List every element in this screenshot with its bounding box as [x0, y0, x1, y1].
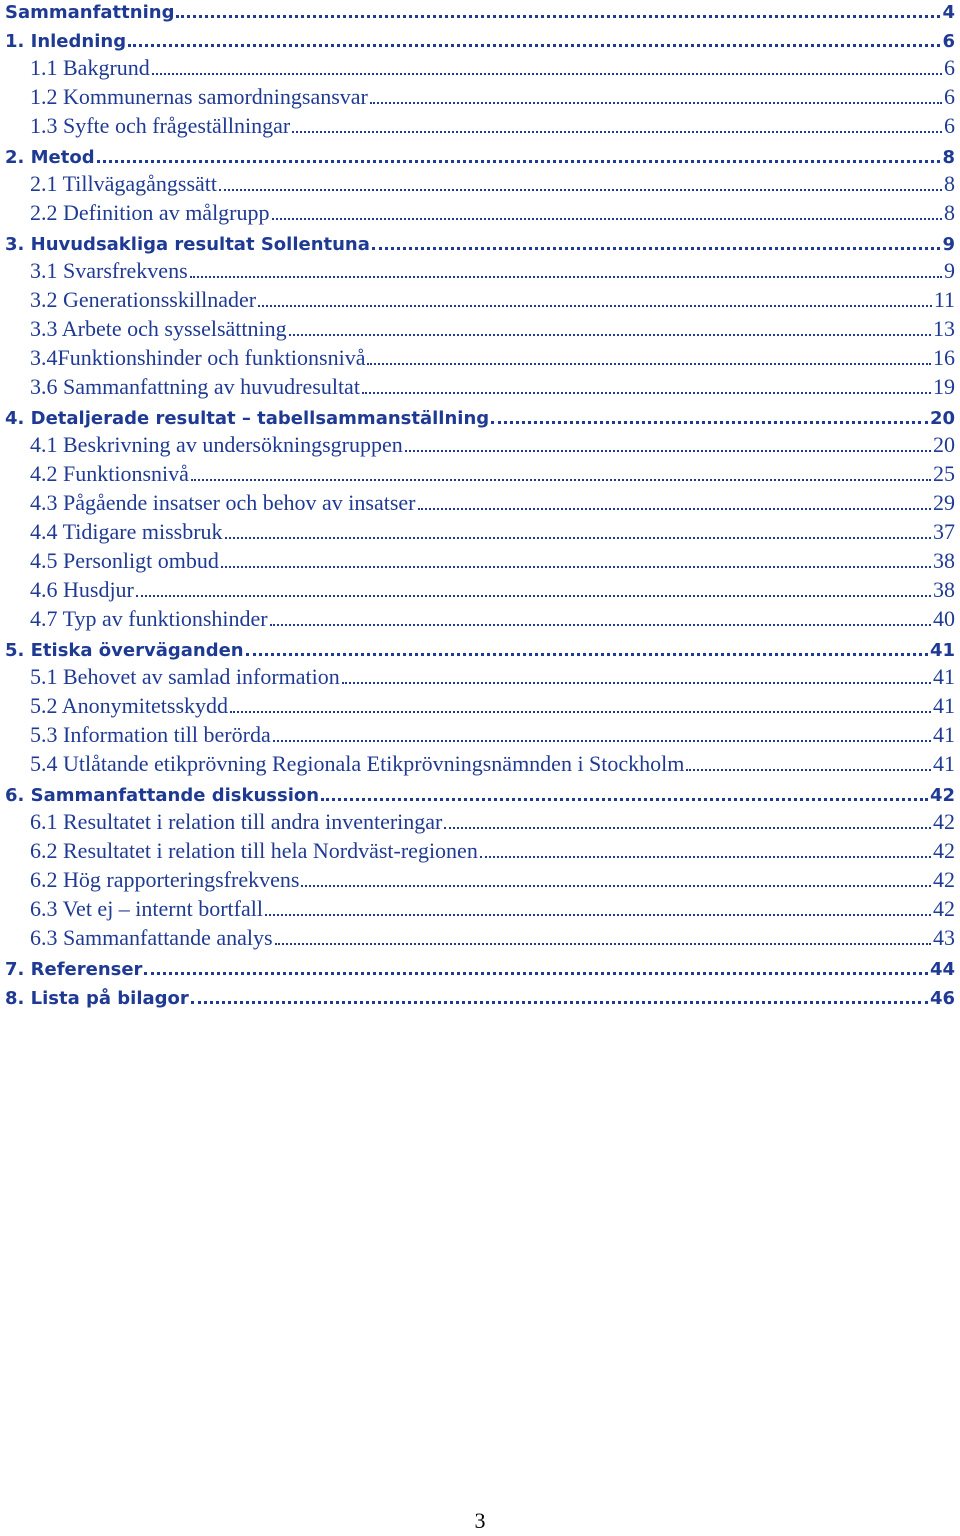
toc-entry[interactable]: [0, 0, 955, 25]
toc-dot-leader: [176, 15, 940, 18]
toc-entry-label: 5.1 Behovet av samlad information: [30, 664, 340, 689]
toc-entry-page: 29: [933, 490, 955, 515]
toc-dot-leader: [418, 508, 932, 510]
toc-entry-label: 6. Sammanfattande diskussion: [5, 785, 320, 806]
toc-entry-page: 43: [933, 925, 955, 950]
toc-entry[interactable]: [0, 634, 955, 663]
toc-dot-leader: [444, 827, 931, 829]
toc-entry-label: 6.2 Hög rapporteringsfrekvens: [30, 867, 300, 892]
toc-entry-page: 6: [944, 55, 955, 80]
toc-entry-label: 4.7 Typ av funktionshinder: [30, 606, 268, 631]
toc-entry-label: 1.3 Syfte och frågeställningar: [30, 113, 291, 138]
toc-dot-leader: [292, 131, 942, 133]
toc-dot-leader: [362, 392, 931, 394]
toc-entry[interactable]: [0, 576, 955, 605]
toc-entry[interactable]: [0, 170, 955, 199]
toc-entry[interactable]: [0, 25, 955, 54]
toc-entry-label: 6.3 Sammanfattande analys: [30, 925, 273, 950]
toc-entry[interactable]: [0, 489, 955, 518]
toc-dot-leader: [219, 189, 942, 191]
toc-entry-page: 20: [933, 432, 955, 457]
toc-entry-label: 4.6 Husdjur: [30, 577, 134, 602]
toc-entry-page: 20: [929, 408, 955, 429]
toc-entry-page: 42: [933, 896, 955, 921]
toc-entry-page: 9: [944, 258, 955, 283]
toc-entry-label: 3. Huvudsakliga resultat Sollentuna: [5, 234, 370, 255]
toc-entry-page: 41: [929, 640, 955, 661]
toc-entry-page: 46: [929, 988, 955, 1009]
toc-entry[interactable]: [0, 692, 955, 721]
toc-entry-page: 41: [933, 664, 955, 689]
toc-entry-label: 4.2 Funktionsnivå: [30, 461, 189, 486]
toc-dot-leader: [301, 885, 931, 887]
toc-entry-page: 11: [933, 287, 955, 312]
toc-dot-leader: [152, 73, 942, 75]
toc-entry-page: 42: [933, 809, 955, 834]
toc-entry-label: 2.2 Definition av målgrupp: [30, 200, 270, 225]
toc-entry-page: 4: [942, 2, 955, 23]
toc-entry-page: 42: [929, 785, 955, 806]
toc-entry[interactable]: [0, 257, 955, 286]
toc-dot-leader: [370, 102, 942, 104]
page-number: 3: [474, 1508, 486, 1533]
toc-entry[interactable]: [0, 837, 955, 866]
toc-dot-leader: [191, 1001, 928, 1004]
toc-dot-leader: [221, 566, 931, 568]
toc-entry[interactable]: [0, 431, 955, 460]
toc-entry-label: 1.2 Kommunernas samordningsansvar: [30, 84, 368, 109]
toc-entry-label: 6.1 Resultatet i relation till andra inventeringar: [30, 809, 443, 834]
toc-entry-label: 4.4 Tidigare missbruk: [30, 519, 223, 544]
toc-entry-label: 3.3 Arbete och sysselsättning: [30, 316, 287, 341]
toc-entry-page: 8: [944, 200, 955, 225]
toc-entry[interactable]: [0, 199, 955, 228]
toc-entry-label: 2. Metod: [5, 147, 95, 168]
toc-entry-page: 6: [942, 31, 955, 52]
toc-entry-page: 6: [944, 84, 955, 109]
toc-dot-leader: [372, 247, 941, 250]
toc-entry-page: 40: [933, 606, 955, 631]
toc-entry[interactable]: [0, 721, 955, 750]
toc-dot-leader: [321, 798, 928, 801]
toc-dot-leader: [491, 421, 928, 424]
toc-dot-leader: [289, 334, 931, 336]
toc-entry-page: 41: [933, 751, 955, 776]
toc-entry-page: 42: [933, 838, 955, 863]
toc-entry-page: 16: [933, 345, 955, 370]
toc-entry[interactable]: [0, 54, 955, 83]
toc-entry-page: 38: [933, 548, 955, 573]
toc-entry[interactable]: [0, 547, 955, 576]
toc-entry-label: 3.2 Generationsskillnader: [30, 287, 257, 312]
toc-entry-label: 4.1 Beskrivning av undersökningsgruppen: [30, 432, 403, 457]
toc-entry-label: 8. Lista på bilagor: [5, 988, 189, 1009]
toc-entry-label: 4.3 Pågående insatser och behov av insatser: [30, 490, 416, 515]
toc-entry-page: 38: [933, 577, 955, 602]
toc-entry-page: 37: [933, 519, 955, 544]
toc-entry[interactable]: [0, 808, 955, 837]
toc-entry-page: 44: [929, 959, 955, 980]
toc-entry-page: 25: [933, 461, 955, 486]
toc-entry[interactable]: [0, 83, 955, 112]
toc-entry[interactable]: [0, 895, 955, 924]
toc-entry-label: 7. Referenser: [5, 959, 143, 980]
toc-entry[interactable]: [0, 953, 955, 982]
toc-entry-page: 42: [933, 867, 955, 892]
toc-dot-leader: [230, 711, 931, 713]
toc-dot-leader: [191, 479, 931, 481]
toc-entry-label: 5.2 Anonymitetsskydd: [30, 693, 229, 718]
toc-entry[interactable]: [0, 373, 955, 402]
toc-entry-page: 41: [933, 693, 955, 718]
toc-entry[interactable]: [0, 982, 955, 1011]
toc-entry[interactable]: [0, 344, 955, 373]
toc-dot-leader: [128, 44, 940, 47]
toc-entry[interactable]: [0, 605, 955, 634]
toc-entry-page: 13: [933, 316, 955, 341]
toc-entry[interactable]: [0, 112, 955, 141]
toc-dot-leader: [342, 682, 931, 684]
toc-entry-label: 5.3 Information till berörda: [30, 722, 271, 747]
toc-entry[interactable]: [0, 750, 955, 779]
toc-entry[interactable]: [0, 228, 955, 257]
toc-entry[interactable]: [0, 924, 955, 953]
toc-entry-label: 4. Detaljerade resultat – tabellsammanställning: [5, 408, 490, 429]
toc-entry-label: 6.2 Resultatet i relation till hela Nordväst-regionen: [30, 838, 478, 863]
toc-dot-leader: [405, 450, 931, 452]
toc-entry-label: 1. Inledning: [5, 31, 127, 52]
toc-entry[interactable]: [0, 663, 955, 692]
toc-entry-label: 3.1 Svarsfrekvens: [30, 258, 188, 283]
toc-entry[interactable]: [0, 286, 955, 315]
toc-entry-label: 6.3 Vet ej – internt bortfall: [30, 896, 263, 921]
toc-entry-label: 4.5 Personligt ombud: [30, 548, 219, 573]
toc-entry-label: 5.4 Utlåtande etikprövning Regionala Etikprövningsnämnden i Stockholm: [30, 751, 685, 776]
toc-entry[interactable]: [0, 866, 955, 895]
toc-entry-page: 19: [933, 374, 955, 399]
toc-dot-leader: [144, 972, 928, 975]
toc-dot-leader: [246, 653, 928, 656]
toc-entry-label: 3.4Funktionshinder och funktionsnivå: [30, 345, 366, 370]
toc-dot-leader: [272, 218, 942, 220]
toc-entry[interactable]: [0, 779, 955, 808]
toc-entry-page: 6: [944, 113, 955, 138]
toc-dot-leader: [686, 769, 931, 771]
toc-dot-leader: [225, 537, 931, 539]
toc-entry-page: 9: [942, 234, 955, 255]
toc-dot-leader: [275, 943, 931, 945]
toc-dot-leader: [480, 856, 931, 858]
toc-dot-leader: [258, 305, 932, 307]
toc-entry[interactable]: [0, 518, 955, 547]
toc-entry[interactable]: [0, 402, 955, 431]
toc-entry[interactable]: [0, 141, 955, 170]
toc-entry-label: 3.6 Sammanfattning av huvudresultat: [30, 374, 360, 399]
toc-entry-page: 8: [944, 171, 955, 196]
toc-dot-leader: [190, 276, 942, 278]
toc-dot-leader: [97, 160, 941, 163]
toc-dot-leader: [367, 363, 931, 365]
toc-dot-leader: [270, 624, 931, 626]
toc-entry-label: Sammanfattning: [5, 2, 175, 23]
toc-entry-label: 1.1 Bakgrund: [30, 55, 150, 80]
toc-entry[interactable]: [0, 315, 955, 344]
toc-dot-leader: [273, 740, 931, 742]
toc-entry-label: 2.1 Tillvägagångssätt: [30, 171, 218, 196]
toc-entry-label: 5. Etiska överväganden: [5, 640, 244, 661]
toc-entry-page: 41: [933, 722, 955, 747]
toc-dot-leader: [265, 914, 931, 916]
toc-dot-leader: [136, 595, 931, 597]
toc-entry-page: 8: [942, 147, 955, 168]
toc-entry[interactable]: [0, 460, 955, 489]
